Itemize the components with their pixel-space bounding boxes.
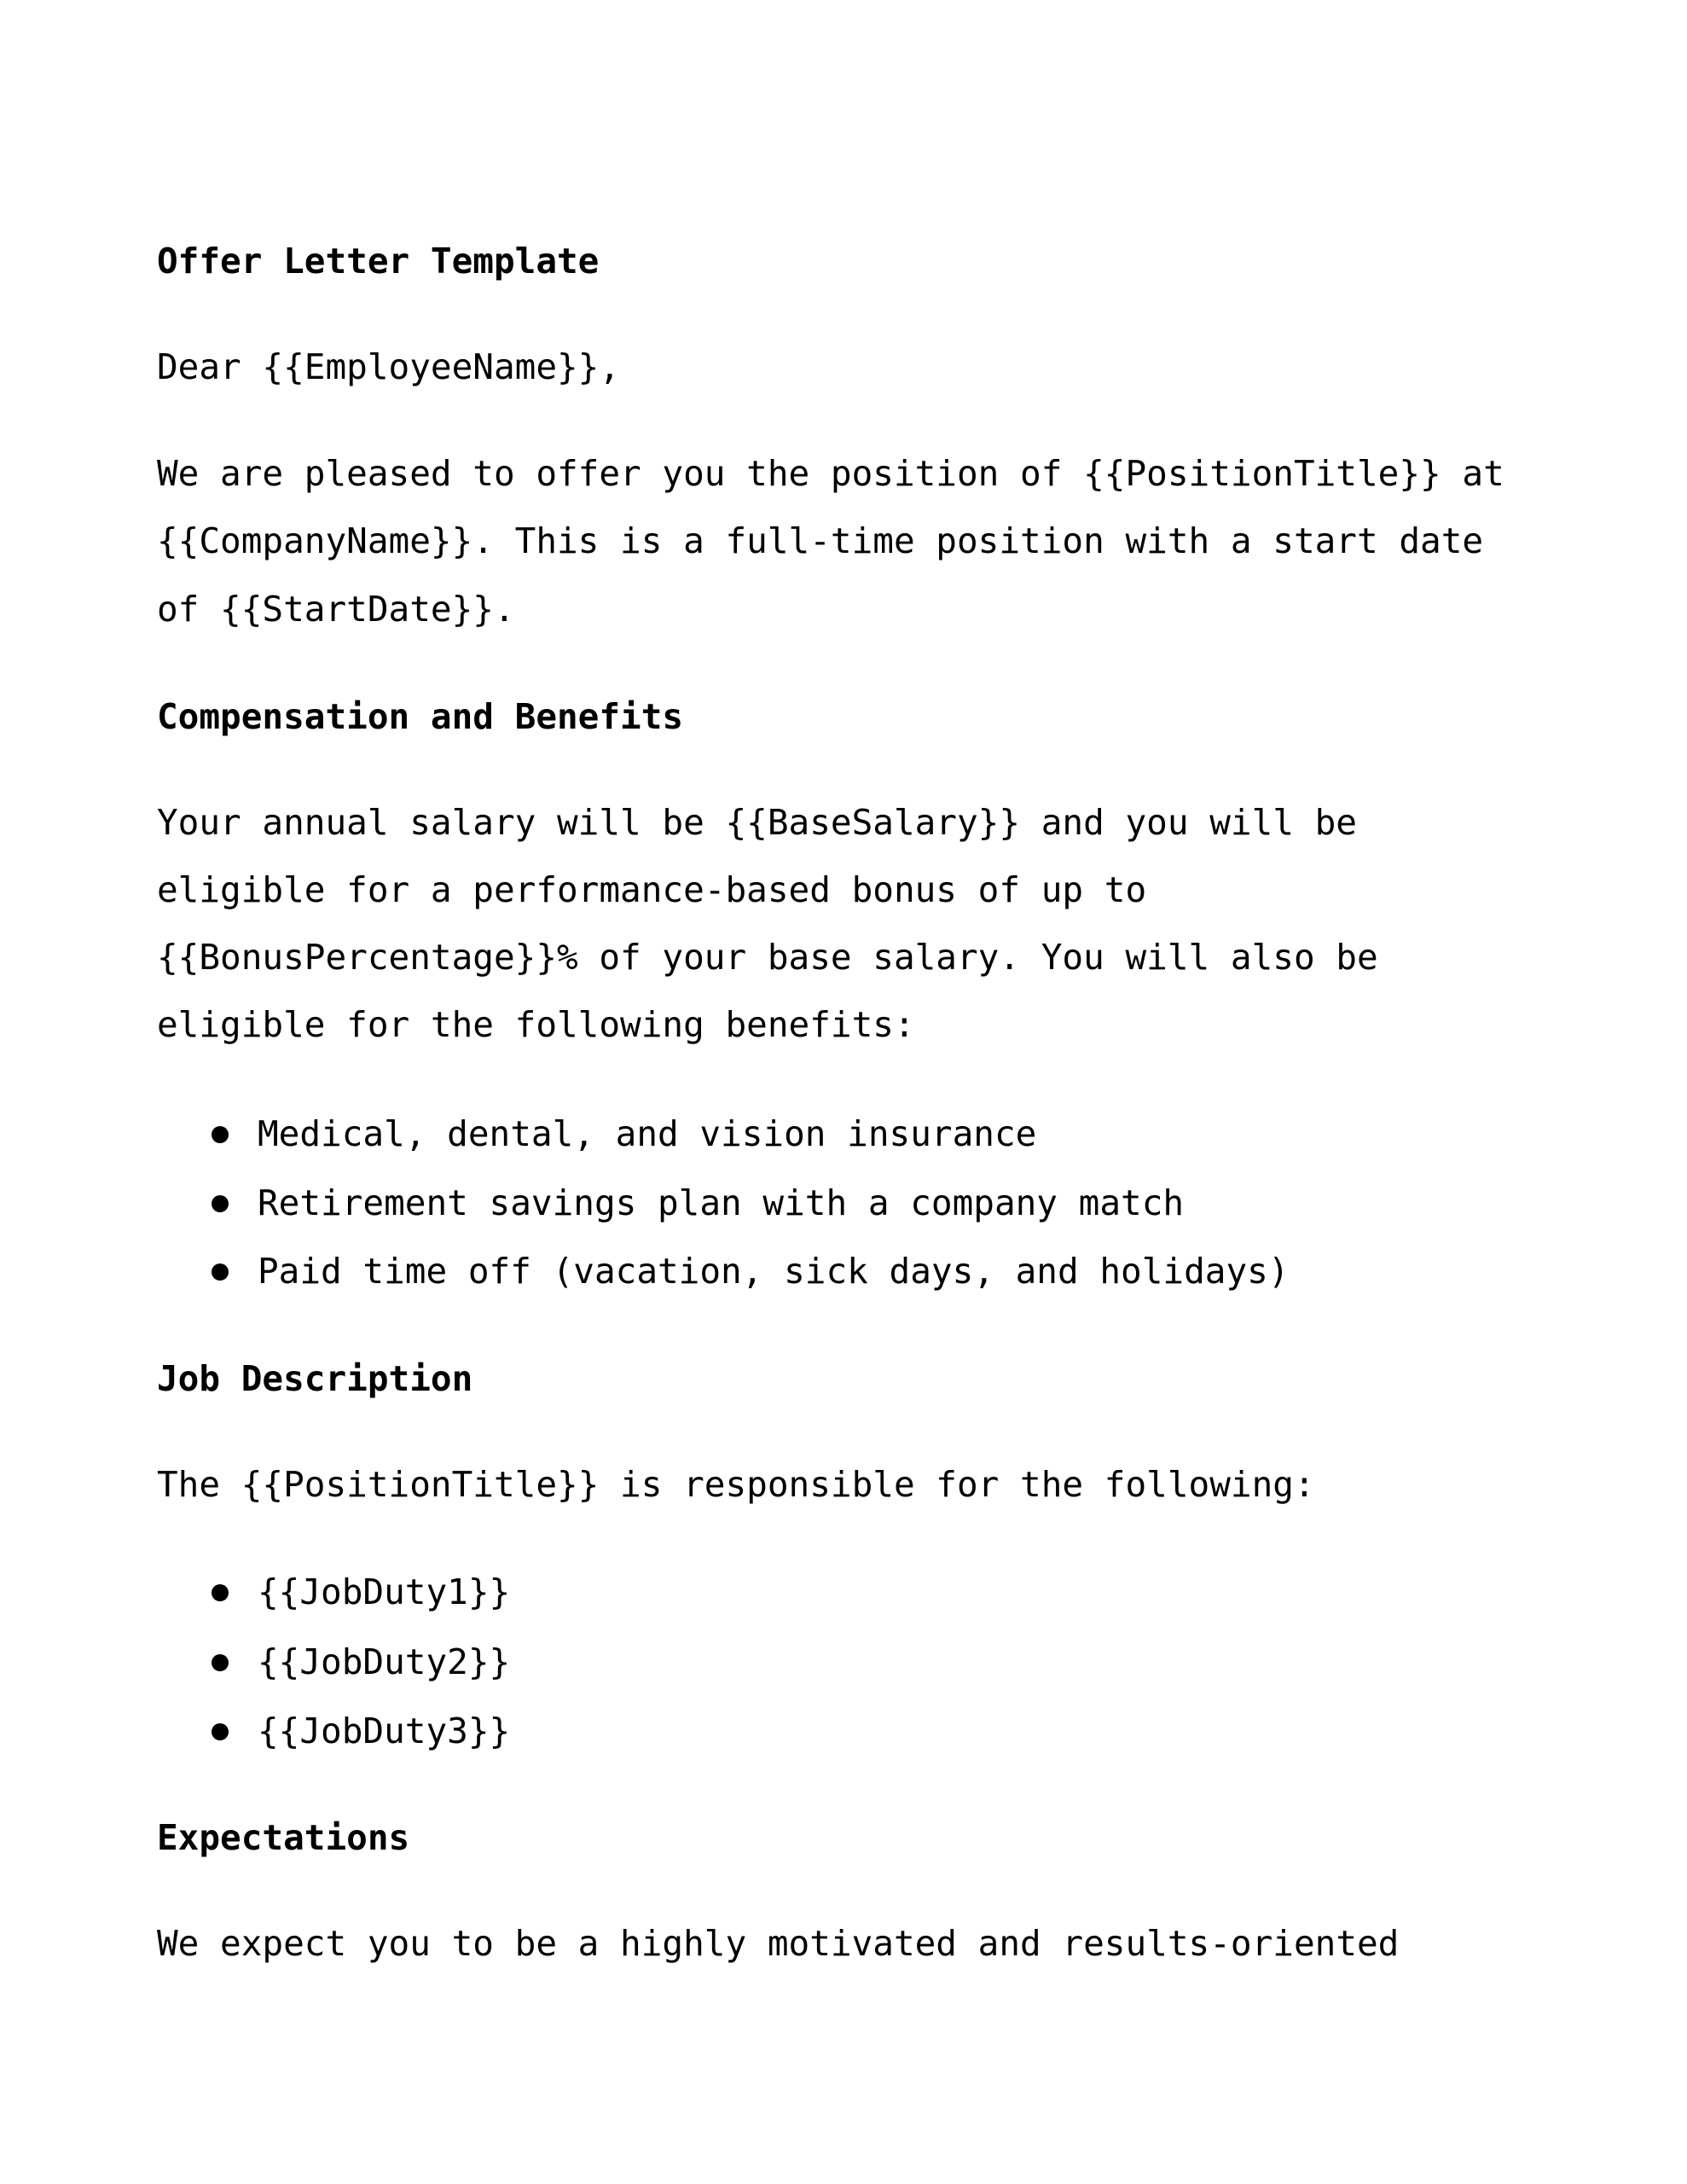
section-heading: Job Description xyxy=(157,1358,473,1399)
list-item-text: Medical, dental, and vision insurance xyxy=(258,1113,1037,1154)
paragraph-line: Your annual salary will be {{BaseSalary}} and you will be xyxy=(157,802,1357,843)
list-item xyxy=(0,1641,1687,1682)
paragraph-line: {{CompanyName}}. This is a full-time position with a start date xyxy=(157,520,1484,561)
bullet-icon xyxy=(212,1584,229,1601)
bullet-icon xyxy=(212,1126,229,1143)
list-item-text: {{JobDuty3}} xyxy=(258,1711,511,1751)
list-item xyxy=(0,1571,1687,1612)
paragraph-line: of {{StartDate}}. xyxy=(157,589,515,630)
paragraph-line: eligible for a performance-based bonus of up to xyxy=(157,869,1147,910)
list-item-text: {{JobDuty2}} xyxy=(258,1641,511,1682)
paragraph-line: {{BonusPercentage}}% of your base salary. You will also be xyxy=(157,937,1378,978)
paragraph-line: eligible for the following benefits: xyxy=(157,1004,915,1045)
bullet-icon xyxy=(212,1723,229,1740)
list-item xyxy=(0,1711,1687,1751)
list-item xyxy=(0,1182,1687,1223)
list-item-text: {{JobDuty1}} xyxy=(258,1571,511,1612)
paragraph-line: We expect you to be a highly motivated and results-oriented xyxy=(157,1923,1400,1964)
list-item-text: Paid time off (vacation, sick days, and holidays) xyxy=(258,1251,1290,1292)
bullet-icon xyxy=(212,1195,229,1212)
bullet-icon xyxy=(212,1263,229,1281)
list-item xyxy=(0,1251,1687,1292)
salutation: Dear {{EmployeeName}}, xyxy=(157,346,621,387)
paragraph-line: We are pleased to offer you the position of {{PositionTitle}} at xyxy=(157,453,1504,494)
list-item-text: Retirement savings plan with a company match xyxy=(258,1182,1185,1223)
section-heading: Expectations xyxy=(157,1817,410,1858)
paragraph-line: The {{PositionTitle}} is responsible for the following: xyxy=(157,1464,1315,1505)
bullet-icon xyxy=(212,1654,229,1671)
document-title: Offer Letter Template xyxy=(157,241,600,282)
list-item xyxy=(0,1113,1687,1154)
section-heading: Compensation and Benefits xyxy=(157,696,684,737)
